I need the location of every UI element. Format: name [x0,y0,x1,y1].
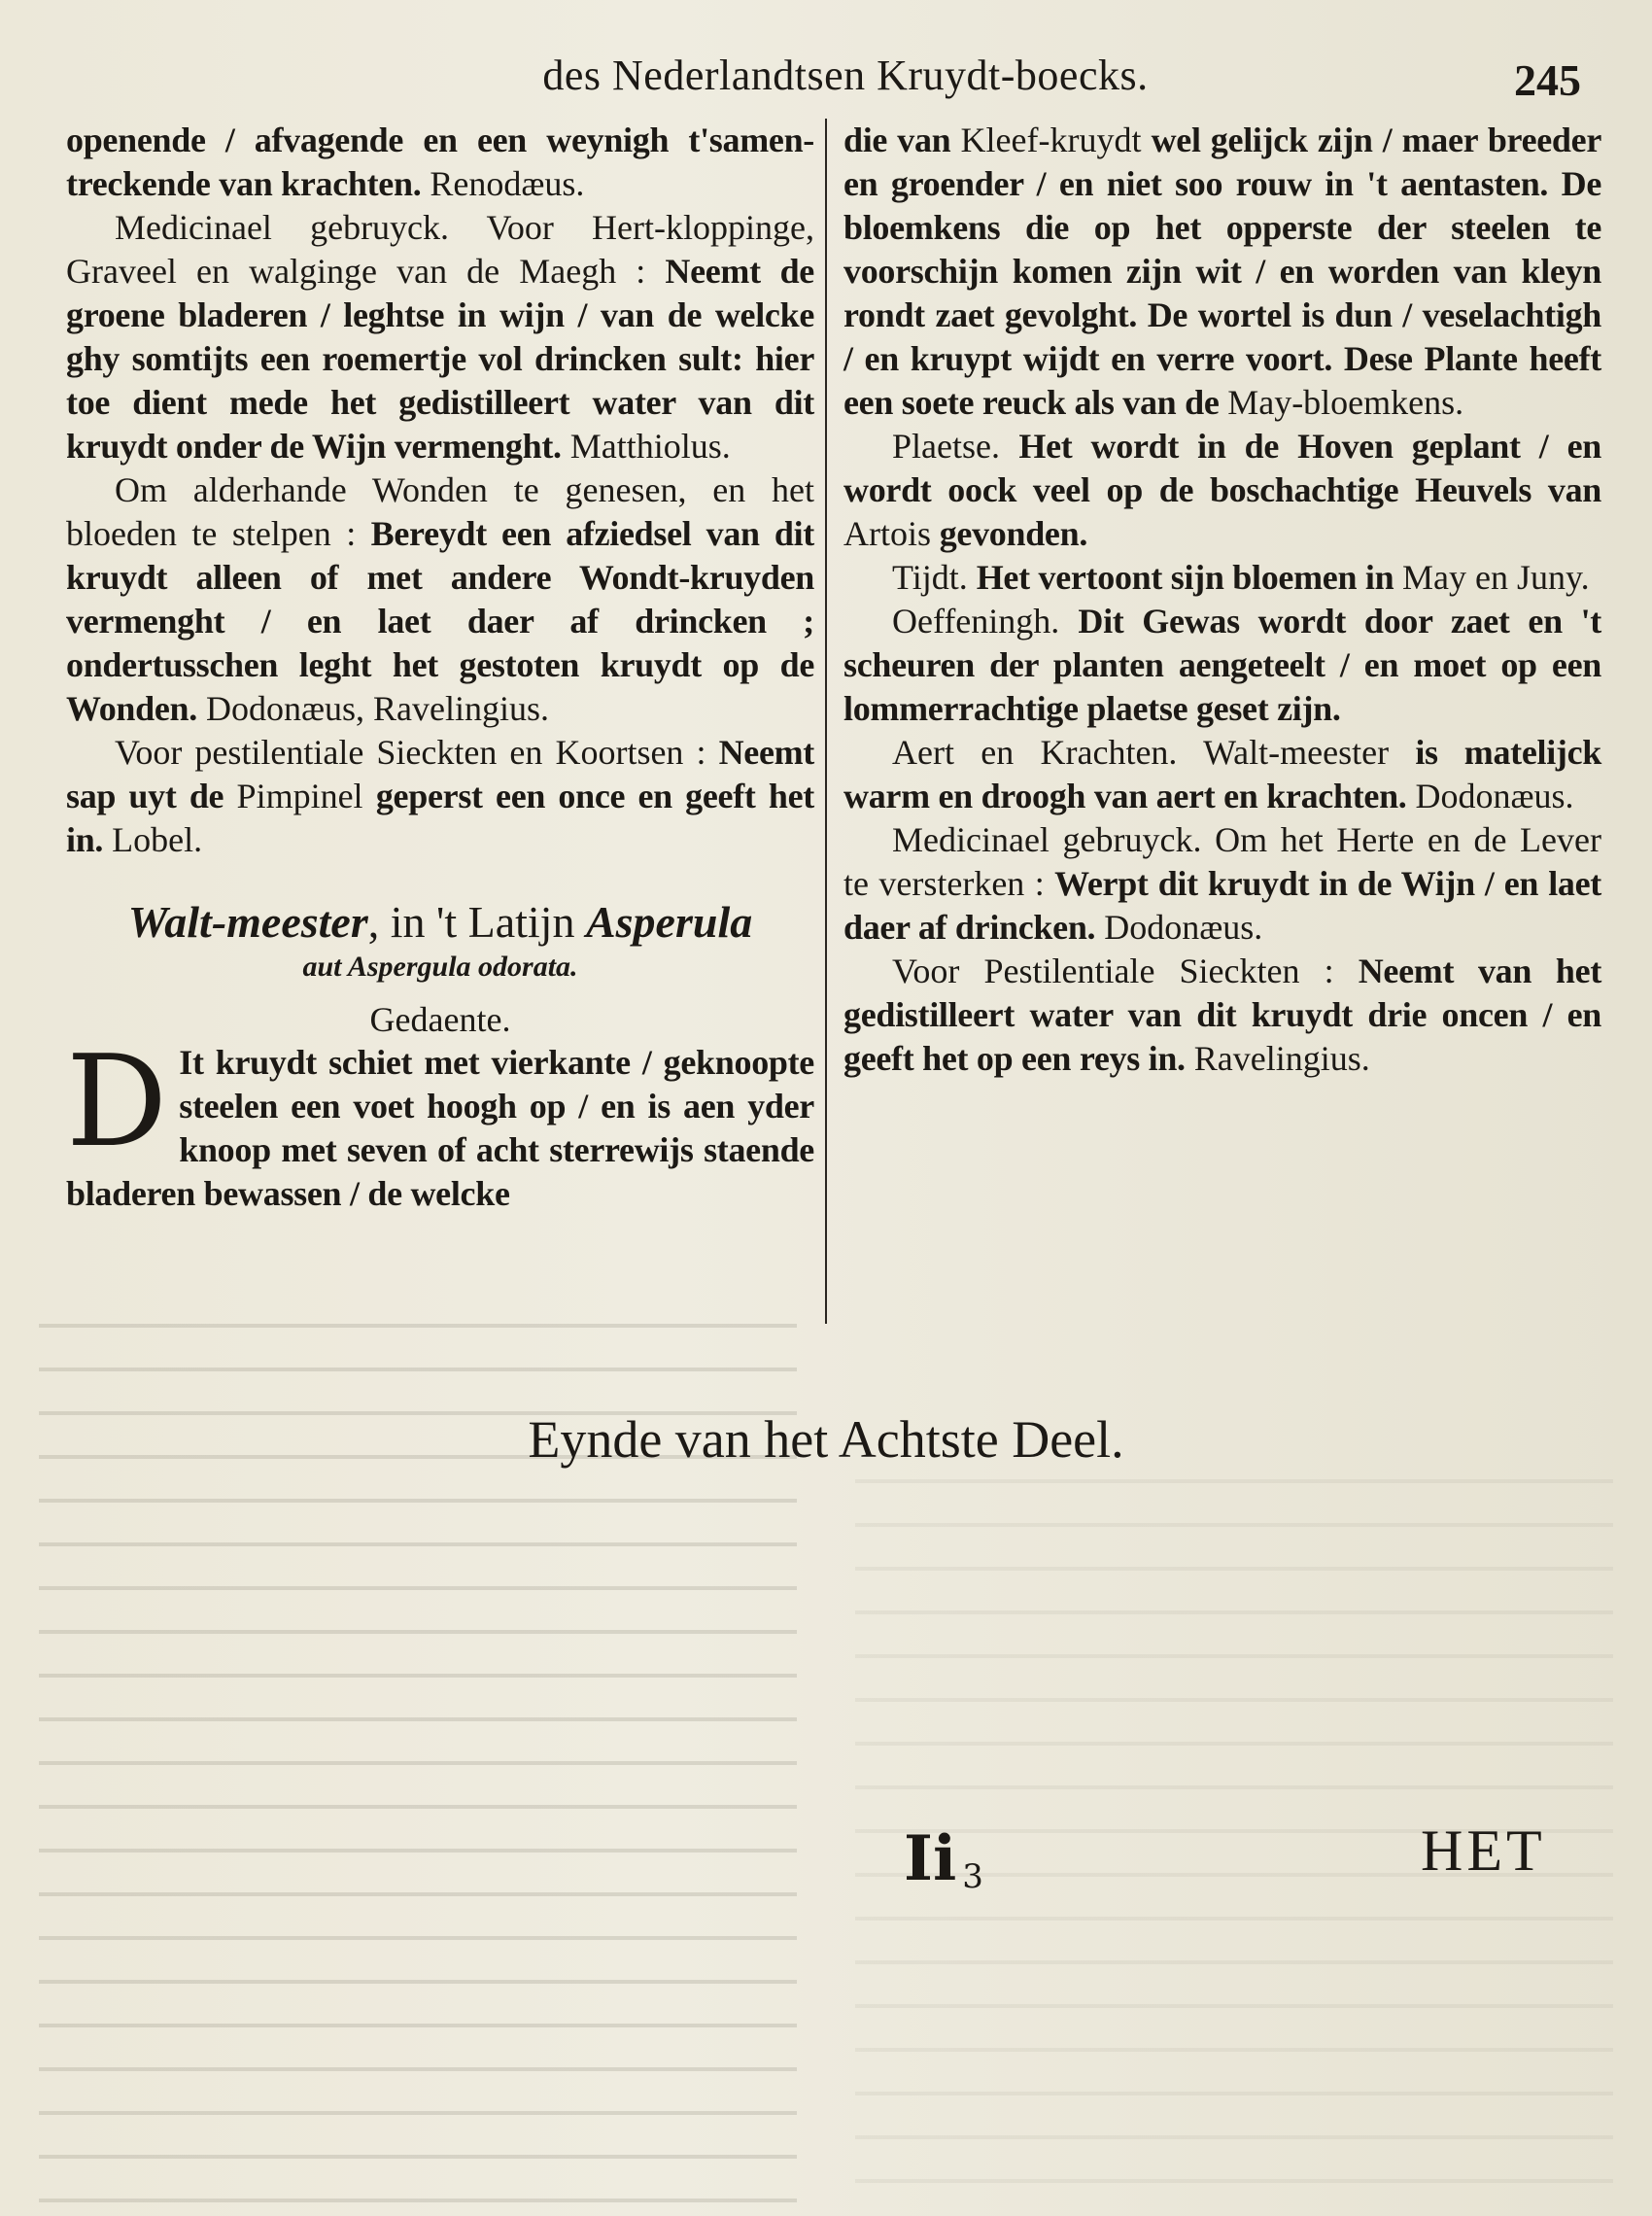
text-run: Plaetse. [892,427,1019,466]
text-run: Dodonæus, Ravelingius. [196,689,549,728]
text-run: Tijdt. [892,558,977,597]
left-column [66,119,814,1216]
paragraph-dropcap [66,1027,814,1216]
text-run: Werpt dit kruydt in de Wijn / en laet daer af drincken. [843,864,1601,947]
text-run: Medicinael gebruyck. Voor Hert-kloppinge, Graveel en walginge van de Maegh : [66,208,814,291]
section-end-text: Eynde van het Achtste Deel. [528,1410,1124,1469]
paragraph [843,950,1601,1081]
text-run: Matthiolus. [561,427,731,466]
text-run: May-bloemkens. [1227,383,1464,422]
paragraph [66,119,814,206]
text-run: Voor Pestilentiale Sieckten : [892,952,1359,990]
page-number: 245 [1514,55,1581,105]
text-run: Oeffeningh. [892,602,1079,641]
text-run: Dit Gewas wordt door zaet en 't scheuren der planten aengeteelt / en moet op een lommerrachtige plaetse geset zijn. [843,602,1601,728]
section-title-name: Walt-meester [127,897,368,947]
paragraph [843,556,1601,600]
text-run: Neemt de groene bladeren / leghtse in wijn / van de welcke ghy somtijts een roemertje vol drincken sult: hier toe dient mede het gedistilleert water van dit kruydt onder de Wijn vermenght. [66,252,814,466]
text-run: Dodonæus. [1406,777,1574,815]
paragraph [843,818,1601,950]
text-run: Voor pestilentiale Sieckten en Koortsen : [115,733,719,772]
section-title-latin: Asperula [585,897,753,947]
drop-cap: D [66,1027,168,1175]
running-title: des Nederlandtsen Kruydt-boecks. [542,52,1149,99]
text-run: Aert en Krachten. Walt-meester [892,733,1416,772]
paragraph [843,600,1601,731]
text-run: Lobel. [103,820,203,859]
text-run: gevonden. [931,514,1088,553]
text-run: It kruydt schiet met vierkante / geknoopte steelen een voet hoogh op / en is aen yder knoop met seven of acht sterrewijs staende bladeren bewassen / de welcke [66,1043,814,1213]
section-title [66,897,814,948]
signature-letters: Ii [904,1822,957,1895]
section-subtitle: aut Aspergula odorata. [302,951,578,983]
text-run: Pimpinel [236,777,363,815]
section-heading: Gedaente. [369,1000,511,1039]
paragraph [843,119,1601,425]
text-run: Om alderhande Wonden te genesen, en het bloeden te stelpen : [66,470,814,553]
section-title-latin-prefix: , in 't Latijn [367,897,586,947]
signature-mark [904,1822,983,1896]
paragraph [66,731,814,862]
text-run: Neemt sap uyt de [66,733,814,815]
text-run: Ravelingius. [1185,1039,1370,1078]
text-run: Artois [843,514,931,553]
column-rule [825,119,827,1324]
text-run: Het wordt in de Hoven geplant / en wordt oock veel op de boschachtige Heuvels van [843,427,1601,509]
text-run: Renodæus. [421,164,585,203]
text-run: geperst een once en geeft het in. [66,777,814,859]
text-run: Het vertoont sijn bloemen in [976,558,1402,597]
paragraph-runs [66,1027,814,1213]
text-run: wel gelijck zijn / maer breeder en groender / en niet soo rouw in 't aentasten. De bloemkens die op het opperste der steelen te voorschijn komen zijn wit / en worden van kleyn rondt zaet gevolght. De wortel is dun / veselachtigh / en kruypt wijdt en verre voort. Dese Plante heeft een soete reuck als van de [843,121,1602,422]
text-run: Medicinael gebruyck. Om het Herte en de Lever te versterken : [843,820,1601,903]
text-run: Dodonæus. [1095,908,1263,947]
paragraph [843,425,1601,556]
text-run: Bereydt een afziedsel van dit kruydt alleen of met andere Wondt-kruyden vermenght / en laet daer af drincken ; ondertusschen leght het gestoten kruydt op de Wonden. [66,514,814,728]
text-run: openende / afvagende en een weynigh t'samen-treckende van krachten. [66,121,814,203]
text-run: die van [843,121,961,159]
signature-number: 3 [962,1857,983,1896]
catchword: HET [1421,1818,1546,1883]
text-run: May en Juny. [1402,558,1590,597]
text-run: Neemt van het gedistilleert water van dit kruydt drie oncen / en geeft het op een reys in. [843,952,1602,1078]
right-column [843,119,1601,1081]
text-run: Kleef-kruydt [960,121,1142,159]
paragraph [66,468,814,731]
paragraph [66,206,814,468]
paragraph [843,731,1601,818]
text-run: is matelijck warm en droogh van aert en krachten. [843,733,1601,815]
